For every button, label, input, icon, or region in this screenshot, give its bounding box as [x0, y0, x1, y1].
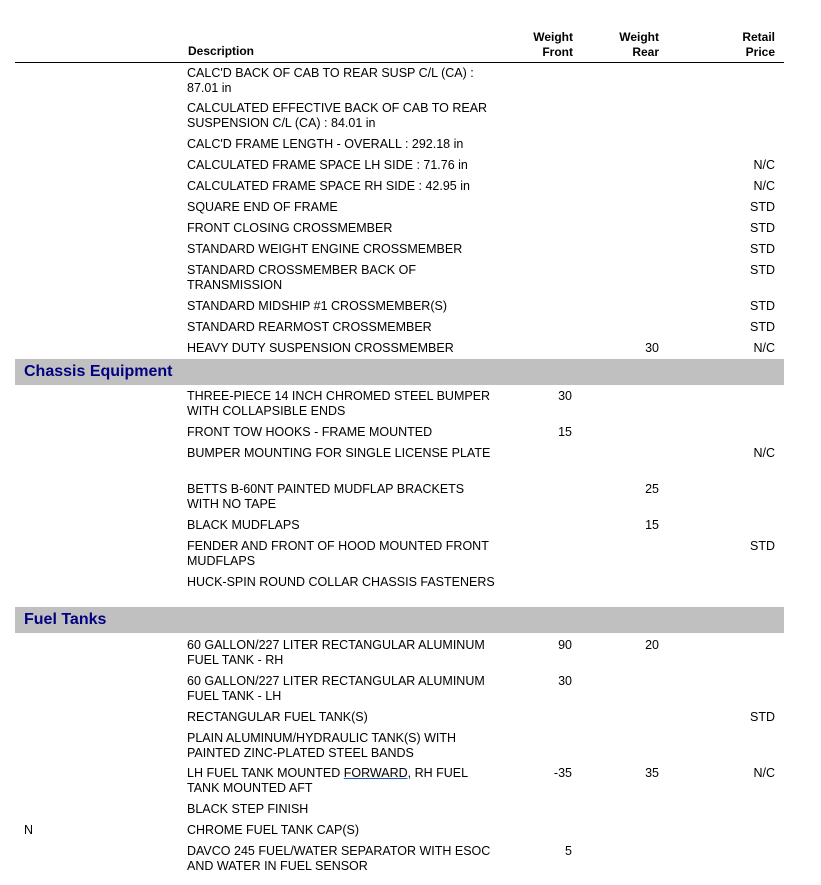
section-header-chassis-equipment: Chassis Equipment: [15, 359, 784, 385]
header-weight-rear: Weight Rear: [619, 30, 659, 59]
header-divider: [15, 62, 784, 63]
option-code: N: [24, 823, 34, 837]
header-description: Description: [188, 44, 255, 58]
spellcheck-underlined-word: FORWARD,: [343, 766, 412, 780]
section-header-fuel-tanks: Fuel Tanks: [15, 607, 784, 633]
header-retail-price: Retail Price: [742, 30, 775, 59]
table-header: [0, 0, 821, 64]
header-weight-front: Weight Front: [533, 30, 573, 59]
